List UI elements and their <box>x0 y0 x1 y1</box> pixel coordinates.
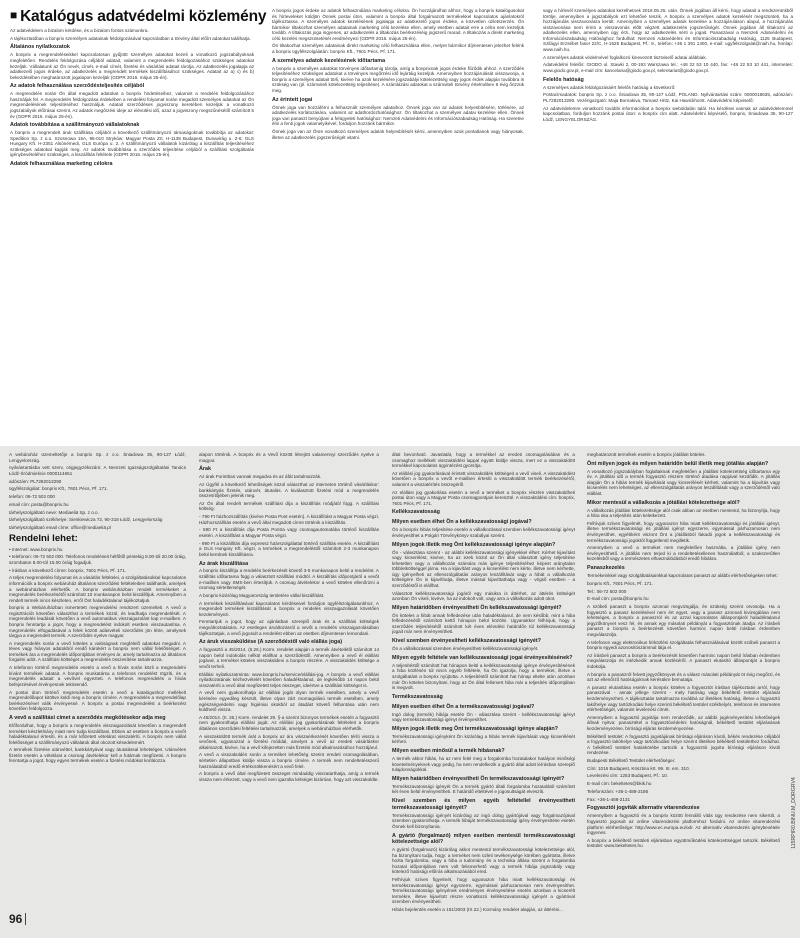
privacy-notice-title-text: Katalógus adatvédelmi közlemény <box>20 8 267 25</box>
paragraph: A bonprix a személyes adatokat törvényes időtartamig tárolja, amíg a bonprixnak jogos érdeke fűződik ahhoz. A szerződés teljesítéséhez szükséges adatokat a törvényes megőrzési idő lejártáig kezeljük. Amennyiben hozzájárulását visszavonja, a bonprix a személyes adatait törli, kivéve ha azok kezelésére jogszabályi kötelezettség vagy jogos érdek alapján továbbra is szükség van (pl. számviteli kötelezettség teljesítése). A számlázási adatokat a számviteli törvény értelmében 8 évig őrizzük meg. <box>272 65 524 93</box>
paragraph: Telefonszám: +36-1-488-2186 <box>587 788 649 794</box>
paragraph: A bonprix a megrendeléseikkel kapcsolatosan gyűjtött személyes adatokat kezeli a vonatkozó jogszabályoknak megfelelően. Rendelés feldolgozása céljából adatait, valamint a megrendelés feldolgozásához szükséges adatokat kezeljük. Vállalatunk az Ön nevét, címét, e-mail címét, fizetési és vásárlási adatait tárolja. Az adatkezelés jogalapja az adatkezelő jogos érdeke, az adatkezelés a megrendelt termékek kiszállításához szükséges. Adatait az a) c) és b) bekezdésében meghatározott jogalapon kezeljük (GDPR 2016. május 25-én). <box>10 52 254 80</box>
paragraph: A bonprix kizárólag Magyarország területére vállal kiszállítást. <box>199 592 325 598</box>
paragraph: • Internet: www.bonprix.hu <box>9 546 63 552</box>
paragraph: E-mail cím: bekeltetes@bkik.hu <box>587 781 652 787</box>
paragraph: Az elállási jog gyakorlása esetén a vevő a terméket a bonprix részére visszaküldheti postai úton vagy a Magyar Posta csomagpontjain keresztül. A visszaküldési cím: bonprix, 7601 Pécs, Pf. 171. <box>392 489 575 506</box>
section-heading: Milyen határidőben érvényesítheti Ön kellékszavatossági igényét? <box>392 604 562 611</box>
paragraph: Ön tiltakozhat személyes adatainak direkt marketing célú felhasználása ellen, melyet bármikor díjmentesen jelezhet felénk a bonprix ügyfélszolgálatán: bonprix Kft., 7601 Pécs, Pf. 171. <box>272 43 524 55</box>
paragraph: A postai úton történő megrendelés esetén a vevő a katalógushoz mellékelt megrendelőlapot kitöltve küldi meg a bonprix címére. A megrendelés a megrendelőlap beérkezésével válik érvényessé. A bonprix a postai megrendelést a beérkezést követően feldolgozza. <box>9 689 186 712</box>
paragraph: Előfordulhat, hogy a bonprix a megrendelés visszaigazolását követően a megrendelt terméket készlethiány miatt nem tudja kiszállítani. Ebben az esetben a bonprix a vevőt haladéktalanul értesíti, és a már kifizetett vételárat visszatéríti. A bonprix nem vállal felelősséget a szállítmányozó vállalatok által okozott késedelemért. <box>9 722 186 745</box>
paragraph: • írásban a következő címre: bonprix, 7601 Pécs, Pf. 171. <box>9 567 127 573</box>
paragraph: A vevő a visszaküldés során a terméket lehetőség szerint eredeti csomagolásában, sértetlen állapotban küldje vissza a bonprix címére. A termék nem rendeltetésszerű használatából eredő értékcsökkenésért a vevő felel. <box>199 752 379 769</box>
paragraph: - 990 Ft a kiszállítás díja expressz futárszolgálattal történő szállítás esetén. A kiszállítást a GLS Hungary Kft. végzi, a termékek a megrendeléstől számított 2-3 munkanapon belül kerülnek kiszállításra. <box>199 540 379 557</box>
paragraph: A személyes adatok feldolgozásáért felelős hatóság a következő: <box>543 84 676 90</box>
paragraph: A panasz elutasítása esetén a bonprix köteles a fogyasztót írásban tájékoztatni arról, hogy panaszával - annak jellege szerint - mely hatóság vagy békéltető testület eljárását kezdeményezheti. A tájékoztatás tartalmazza továbbá az illetékes hatóság, illetve a fogyasztó lakóhelye vagy tartózkodási helye szerinti békéltető testület székhelyét, telefonos és internetes elérhetőségét, valamint levelezési címét. <box>587 684 780 713</box>
paragraph: Amennyiben a fogyasztó jogvitája nem rendeződik, az alábbi jogérvényesítési lehetőségek állnak nyitva: panasztétel a fogyasztóvédelmi hatóságnál, békéltető testület eljárásának kezdeményezése, bírósági eljárás kezdeményezése. <box>587 714 780 731</box>
paragraph: Ön a bonprix hibás teljesítése esetén a vállalkozással szemben kellékszavatossági igényt érvényesíthet a Polgári Törvénykönyv szabályai szerint. <box>392 527 575 538</box>
paragraph: Önnek joga van az Önre vonatkozó személyes adatok helyesbítését kérni, amennyiben azok pontatlanok vagy hiányosak, illetve az adatkezelés jogszerűségét vitatni. <box>272 129 524 140</box>
paragraph: A szóbeli panaszt a bonprix azonnal megvizsgálja, és szükség szerint orvosolja. Ha a fogyasztó a panasz kezelésével nem ért egyet, vagy a panasz azonnali kivizsgálása nem lehetséges, a bonprix a panaszról és az azzal kapcsolatos álláspontjáról haladéktalanul jegyzőkönyvet vesz fel, és annak egy másolati példányát a fogyasztónak átadja. Az írásbeli panaszt a bonprix a beérkezését követően harminc napon belül írásban érdemben megválaszolja. <box>587 604 780 637</box>
privacy-notice-title <box>10 6 266 26</box>
paragraph: Elállási nyilatkozatminta: www.bonprix.hu/service/elállási-jog. A bonprix a vevő elállási nyilatkozatának kézhezvételét követően haladéktalanul, de legkésőbb 14 napon belül visszatéríti a vevő által megfizetett teljes összeget, ideértve a szállítási költséget is. <box>199 671 379 688</box>
paragraph: Tel.: 06-72 502 000 <box>587 588 627 594</box>
section-heading: Adatok felhasználása marketing célokra <box>10 161 113 168</box>
paragraph: A 45/2014. (II. 26.) Korm. rendelet 29. §-a szerint bizonyos termékek esetén a fogyasztó nem gyakorolhatja elállási jogát. Az elállási jog gyakorlásának feltételeit a bonprix általános szerződési feltételei tartalmazzák, amelyek a webáruházban elérhetők. <box>199 714 379 731</box>
paragraph: A visszaküldött termék árát a bonprix az áru visszaérkezését követően téríti vissza a vevőnek, ugyanazzal a fizetési móddal, amelyet a vevő az eredeti vásárláskor alkalmazott, kivéve, ha a vevő kifejezetten más fizetési mód alkalmazásához hozzájárul. <box>199 733 379 750</box>
paragraph: bonprix a Webáruházban ismertetett megrendelési rendszert üzemelteti. A vevő a regisztrációt követően választhat a termékek közül, és leadhatja megrendelését. A megrendelés leadását követően a vevő automatikus visszaigazolást kap e-mailben. A bonprix fenntartja a jogot, hogy a megrendelést indokolt esetben visszautasítsa. A megrendelés elfogadásával a felek között adásvételi szerződés jön létre, amelynek tárgya a megrendelt termék. A szerződés nyelve magyar. <box>9 605 186 639</box>
paragraph: Az adatvédelem a bizalom kérdése, és a bizalom fontos számunkra. <box>10 28 149 33</box>
paragraph: Termékeinkkel vagy szolgáltatásainkkal kapcsolatos panaszt az alábbi elérhetőségeken tehet: <box>587 573 778 579</box>
section-heading: Kivel szemben érvényesítheti kellékszavatossági igényét? <box>392 638 541 645</box>
paragraph: A bonprix a békéltető testületi eljárásban együttműködési kötelezettséggel tartozik. Békéltető testület: www.bekeltetes.hu <box>587 837 780 849</box>
paragraph: Felhívjuk szíves figyelmét, hogy ugyanazon hiba miatt kellékszavatossági és termékszavatossági igényt egyszerre, egymással párhuzamosan nem érvényesíthet. Termékszavatossági igényének eredményes érvényesítése esetén azonban a kicserélt termékre, illetve kijavított részre vonatkozó kellékszavatossági igényét a gyártóval szemben érvényesítheti. <box>392 877 575 905</box>
paragraph: Levelezési cím: 1253 Budapest, Pf.: 10. <box>587 773 668 779</box>
paragraph: Budapesti Békéltető Testület elérhetőségei: <box>587 758 676 764</box>
side-reference-code-text: 115RPIR0.BINU.M_DORGRV4 <box>791 777 797 849</box>
title-bullet-icon: ■ <box>10 8 18 22</box>
paragraph: A vonatkozó jogszabályban foglaltaknak megfelelően a jótállási kötelezettség időtartama egy év. A jótállási idő a termék fogyasztó részére történő átadása napjával kezdődik. A jótállás alapján Ön a hibás termék kijavítását vagy kicserélését kérheti, valamint ha a kijavítás vagy kicserélés nem lehetséges, az ellenszolgáltatás arányos leszállítását vagy a szerződéstől való elállást. <box>587 468 780 496</box>
paragraph: A telefonon vagy elektronikus hírközlési szolgáltatás felhasználásával közölt szóbeli panaszt a bonprix egyedi azonosítószámmal látja el. <box>587 639 780 651</box>
section-heading: Fogyasztói jogviták alternatív vitarendezése <box>587 805 700 812</box>
paragraph: Ingó dolog (termék) hibája esetén Ön - választása szerint - kellékszavatossági igényt vagy termékszavatossági igényt érvényesíthet. <box>392 711 575 723</box>
section-heading: A vevő a szállítási címet a szerződés megkötésekor adja meg <box>9 714 166 721</box>
paragraph: Termékszavatossági igényét kizárólag az ingó dolog gyártójával vagy forgalmazójával szemben gyakorolhatja. A termék hibáját termékszavatossági igény érvényesítése esetén Önnek kell bizonyítania. <box>392 812 575 829</box>
section-heading: Milyen jogok illetik meg Önt termékszavatossági igénye alapján? <box>392 725 558 732</box>
section-heading: Az adatok felhasználása szerződésteljesítés céljából <box>10 83 145 90</box>
paragraph: Termékszavatossági igényként Ön kizárólag a hibás termék kijavítását vagy kicserélését kérheti. <box>392 733 575 745</box>
paragraph: vagy a hírlevél személyes adatokat kezelhetnek 2018.05.25. után. Önnek jogában áll kérni, hogy adatait a rendszerünkből törölje, amennyiben a jogszabályok ezt lehetővé teszik. A bonprix a személyes adatok kezelését megszünteti, ha a hozzájárulás visszavonásra került. Amennyiben a személyes adatok kezelése a hozzájáruláson alapul, a hozzájárulás visszavonása nem érinti a visszavonás előtt végzett adatkezelés jogszerűségét. Önnek jogában áll tiltakozni az adatkezelés ellen, amennyiben úgy érzi, hogy az adatkezelés sérti a jogait. Panaszával a Nemzeti Adatvédelmi és Információszabadság Hatósághoz fordulhat: Nemzeti Adatvédelmi és Információszabadság Hatóság, 1125 Budapest, Szilágyi Erzsébet fasor 22/C, H-1525 Budapest, Pf.: 9., telefon: +36 1 391 1400, e-mail: ugyfelszolgalat@naih.hu, honlap: www.naih.hu. <box>543 8 793 52</box>
paragraph: E-mail cím: posta@bonprix.hu <box>587 596 649 602</box>
paragraph: A telefonon történő megrendelés esetén a vevő a hívás során közli a megrendelni kívánt termékek adatait. A bonprix munkatársa a telefonos rendelést rögzíti, és a megrendelés adatait a vevővel egyezteti. A telefonos megrendelés a hívás befejezésével érvényesnek tekintendő. <box>9 665 186 687</box>
section-heading: Termékszavatosság <box>392 693 443 700</box>
section-heading: Panaszkezelés <box>587 565 625 572</box>
terms-column-1 <box>9 452 186 908</box>
paragraph: A fogyasztó a 45/2014. (II.26.) Korm. rendelet alapján a termék átvételétől számított 14 napon belül indokolás nélkül elállhat a szerződéstől. Amennyiben a vevő él elállási jogával, a terméket köteles visszaküldeni a bonprix részére. A visszaküldés költsége a vevőt terheli. <box>199 647 379 669</box>
paragraph: által bevonható. Javaslatát, hogy a termékkel az eredeti csomagolásában és a csomaghoz mellékelt visszaküldési lappal együtt küldje vissza, mert ez a visszaküldött termékkel kapcsolatos ügyintézést gyorsítja. <box>392 452 575 469</box>
section-heading: Az árak kiszállítása <box>199 560 249 567</box>
paragraph: tárhelyszolgáltató székhelye: Sienkiewicza 72, 90-318 Łódź, Lengyelország <box>9 517 163 523</box>
paragraph: A gyártó (forgalmazó) kizárólag akkor mentesül termékszavatossági kötelezettsége alól, ha bizonyítani tudja, hogy: a terméket nem üzleti tevékenysége körében gyártotta, illetve hozta forgalomba, vagy a hiba a tudomány és a technika állása szerint a forgalomba hozatal időpontjában nem volt felismerhető vagy a termék hibája jogszabály vagy kötelező hatósági előírás alkalmazásából ered. <box>392 847 575 875</box>
section-heading: Kellékszavatosság <box>392 509 440 516</box>
paragraph: A webáruház üzemeltetője a bonprix Sp. z o.o. Śniadowa 35, 90-127 Łódź, Lengyelország. <box>9 452 186 463</box>
paragraph: - 790 Ft házhozszállítás (kivéve Posta Pont esetén). A kiszállítást a Magyar Posta végzi. Házhozszállítás esetén a vevő által megadott címre történik a kiszállítás. <box>199 514 379 525</box>
terms-column-4 <box>587 452 780 932</box>
section-heading: Milyen határidőben érvényesítheti Ön termékszavatossági igényét? <box>392 775 565 782</box>
paragraph: email cím: posta@bonprix.hu <box>9 501 69 507</box>
section-heading: Mikor mentesül a vállalkozás a jótállási kötelezettsége alól? <box>587 499 740 506</box>
paragraph: nyilvántartásba vett szerv, cégjegyzékszám: A Nemzeti Igazságszolgáltatási Tanács Łódź-Śródmieście 0000114651 <box>9 465 186 476</box>
paragraph: Az Ön által rendelt termékek szállítási díja a kiszállítás módjától függ. A szállítási költség: <box>199 500 379 512</box>
paragraph: A bonprix a vevő által megfizetett összeget mindaddig visszatarthatja, amíg a termék vissza nem érkezett, vagy a vevő nem igazolta kétséget kizáróan, hogy azt visszaküldte. <box>199 771 379 782</box>
terms-section <box>0 446 800 938</box>
paragraph: Cím: 1016 Budapest, Krisztina krt. 99. III. em. 310. <box>587 765 690 771</box>
paragraph: Adatvédelmi felelős: GIODO ul. Stawki 2, 00-193 Warszawa tel.: +48 22 53 10 440, fax: +48 22 53 10 441, internetes: www.giodo.gov.pl, e-mail cím: kancelaria@giodo.gov.pl, sekretariat@giodo.gov.pl. <box>543 62 793 73</box>
paragraph: Postacímadatok: bonprix Sp. z o.o. Śniadowa 35, 90-127 Łódź, POLAND. Nyilvántartási szám: 0000018635, adószám: PL7282013290. Vezérigazgató: Maja Bornakiva, Tamasz Hritz, Kai Hawickhorst. Adatvédelmi képviselő: <box>543 92 793 103</box>
paragraph: Az Ügyfél a következő lehetőségek közül választhat az interneten történő vásárláskor: bankkártyás fizetés, utánvét, átutalás. A kiválasztott fizetési mód a megrendelés összesítőjében jelenik meg. <box>199 482 379 499</box>
paragraph: Választott kellékszavatossági jogáról egy másikra is áttérhet, az áttérés költségét azonban Ön viseli, kivéve, ha az indokolt volt, vagy arra a vállalkozás adott okot. <box>392 590 575 602</box>
page-number <box>9 912 26 926</box>
section-heading: Milyen esetben élhet Ön a termékszavatossági jogával? <box>392 703 535 710</box>
paragraph: alapon történik. A bonprix és a Vevő között létrejött valamennyi szerződés nyelve a magyar. <box>199 452 379 463</box>
paragraph: tárhelyszolgáltató neve: Mediaeliä Sp. z o.o. <box>9 509 99 515</box>
paragraph: A vállalkozás jótállási kötelezettsége alól csak abban az esetben mentesül, ha bizonyítja, hogy a hiba oka a teljesítés után keletkezett. <box>587 507 780 519</box>
paragraph: Az elállási jog gyakorlásával érintett visszaküldés költségeit a vevő viseli. A visszaküldést követően a bonprix a vevőt e-mailben értesíti a visszaküldött termék beérkezéséről, valamint a visszatérítés összegéről. <box>392 470 575 487</box>
section-heading: Milyen esetben minősül a termék hibásnak? <box>392 748 505 755</box>
privacy-column-3 <box>543 8 793 438</box>
paragraph: A megrendelés során Ön által megadott adatokat a bonprix hirdetéseihez, valamint a rendelés feldolgozásához használjuk fel. A megrendelés feldolgozása érdekében a rendelési folyamat során megadott személyes adatokat az Ön megrendelésének teljesítéséhez használjuk. Adatait szerződéses jogviszony keretében kezeljük a vonatkozó jogszabályok előírásai szerint. Az adatok megőrzési ideje az elévülési idő, azaz a jogviszony megszűnésétől számított 5 év (GDPR 2016. május 25-én). <box>10 91 254 119</box>
section-heading: Általános nyilatkozatok <box>10 44 70 51</box>
terms-column-3 <box>392 452 575 932</box>
paragraph: Amennyiben a vevő a terméket nem megfelelően használta, a jótállási igény nem érvényesíthető. A jótállás nem terjed ki a rendeltetésellenes használatból, a szakszerűtlen kezelésből vagy a természetes elhasználódásból eredő hibákra. <box>587 545 780 562</box>
paragraph: A megrendelés során a vevő köteles a valóságnak megfelelő adatokat megadni. A téves vagy hiányos adatokból eredő károkért a bonprix nem vállal felelősséget. A termékek ára a megrendelés időpontjában érvényes ár, amely tartalmazza az általános forgalmi adót. A szállítási költséget a megrendelés összesítése tartalmazza. <box>9 640 186 663</box>
paragraph: A bonprix a panaszról felvett jegyzőkönyvet és a válasz másolati példányát öt évig megőrzi, és azt az ellenőrző hatóságoknak kérésükre bemutatja. <box>587 671 780 683</box>
section-heading: Milyen jogok illetik meg Önt kellékszavatossági igénye alapján? <box>392 541 556 548</box>
section-heading: Az áruk visszaküldése (A szerződéstől való elállás joga) <box>199 639 343 646</box>
paragraph: tárhelyszolgáltató email címe: office@mediaeliä.pl <box>9 524 111 530</box>
paragraph: A teljes megrendelési folyamat és a vásárlás feltételei, a szolgáltatásokkal kapcsolatos információk a bonprix webáruház általános szerződési feltételeiben találhatók, amelyek a webáruházban elérhetők. A bonprix webáruházban rendelt termékeket a megrendelés beérkezésétől számított 10 munkanapon belül kiszállítjuk. Amennyiben a rendelt termék nincs készleten, erről Önt haladéktalanul tájékoztatjuk. <box>9 575 186 603</box>
section-heading: Önt milyen jogok és milyen határidőn belül illetik meg jótállás alapján? <box>587 460 769 467</box>
paragraph: A termék akkor hibás, ha az nem felel meg a forgalomba hozatalakor hatályos minőségi követelményeknek vagy pedig, ha nem rendelkezik a gyártó által adott leírásban szereplő tulajdonságokkal. <box>392 756 575 773</box>
paragraph: Hibás bejelentés esetén a 151/2003 (IX.22.) Kormány rendelet alapján, az áttérési... <box>392 907 563 913</box>
paragraph: A személyes adatok védelmével foglalkozó kinevezett tisztviselő adatai alábbiak. <box>543 54 707 60</box>
paragraph: Termékszavatossági igényét Ön a termék gyártó általi forgalomba hozatalától számított két éven belül érvényesítheti. E határidő elteltével e jogosultságát elveszíti. <box>392 783 575 795</box>
paragraph: Fax: +36-1-488-2131 <box>587 796 631 802</box>
section-heading: Felelős hatóság <box>543 76 584 83</box>
paragraph: A termékek fizetése utánvéttel, bankkártyával vagy átutalással lehetséges. Utánvétes fizetés esetén a vételárat a csomag átvételekor kell a futárnak megfizetni. A bonprix fenntartja a jogot, hogy egyes termékek esetén a fizetési módokat korlátozza. <box>9 747 186 764</box>
paragraph: ügyfélszolgálat: bonprix Kft., 7601 Pécs, Pf. 171. <box>9 486 108 492</box>
paragraph: meghatározott termékek esetén a bonprix jótállást köteles. <box>587 452 706 457</box>
page-number-text: 96 <box>9 912 23 926</box>
privacy-notice-section <box>0 0 800 442</box>
paragraph: A teljesítéstől számított hat hónapon belül a kellékszavatossági igénye érvényesítésének a hiba közlésén túl nincs egyéb feltétele, ha Ön igazolja, hogy a terméket, illetve a szolgáltatást a bonprix nyújtotta. A teljesítéstől számított hat hónap eltelte után azonban már Ön köteles bizonyítani, hogy az Ön által felismert hiba már a teljesítés időpontjában is megvolt. <box>392 662 575 691</box>
section-heading: Rendelni lehet: <box>9 532 78 544</box>
page-number-divider <box>25 913 26 925</box>
paragraph: adószám: PL7282013290 <box>9 478 62 484</box>
paragraph: Ön köteles a hibát annak felfedezése után haladéktalanul, de nem később, mint a hiba felfedezésétől számított kettő hónapon belül közölni. Ugyanakkor felhívjuk, hogy a szerződés teljesítésétől számított két éves elévülési határidőn túl kellékszavatossági jogait már nem érvényesítheti. <box>392 612 575 635</box>
paragraph: Önnek joga van hozzáférni a felhasznált személyes adataihoz. Önnek joga van az adatok helyesbítésére, törlésére, az adatkezelés korlátozására, valamint az adathordozhatósághoz. Ön tiltakozhat a személyes adatai kezelése ellen. Önnek joga van panaszt benyújtani a felügyeleti hatósághoz: Nemzeti Adatvédelmi és Információszabadság Hatóság. Ha szeretne élni a fenti jogok valamelyikével, forduljon hozzánk bármikor. <box>272 104 524 127</box>
paragraph: Az adatvédelemre vonatkozó további információkat a bonprix weboldalán talál. Ha kérdései vannak az adatvédelemmel kapcsolatban, forduljon hozzánk postai úton: a bonprix cím alatt. Adatvédelmi képviselő, bonprix, Śniadowa 35, 90-127 Łódź, LENGYELORSZÁG. <box>543 105 793 122</box>
paragraph: Amennyiben a fogyasztó és a bonprix között fennálló vitás ügy rendezése nem sikerült, a fogyasztó jogosult az online vitarendezési platformhoz fordulni. Az online vitarendezési platform elérhetősége: http://www.ec.europa.eu/odr. Az alternatív vitarendezés igénybevétele ingyenes. <box>587 813 780 836</box>
paragraph: bonprix Kft., 7601 Pécs, Pf. 171. <box>587 580 653 586</box>
section-heading: A személyes adatok kezelésének időtartama <box>272 57 386 64</box>
side-reference-code <box>789 700 799 930</box>
paragraph: Ön a vállalkozással szemben érvényesítheti kellékszavatossági igényét. <box>392 646 539 652</box>
section-heading: A gyártó (forgalmazó) milyen esetben mentesül termékszavatossági kötelezettsége alól? <box>392 832 575 846</box>
paragraph: Békéltető testület: A fogyasztó jogvitájának bírósági eljáráson kívüli, békés rendezése céljából a fogyasztó lakóhelye vagy tartózkodási helye szerint illetékes békéltető testülethez fordulhat. A békéltető testület hatáskörébe tartozik a fogyasztói jogvita bírósági eljáráson kívüli rendezése. <box>587 733 780 756</box>
terms-column-2 <box>199 452 379 932</box>
paragraph: - 590 Ft a kiszállítás díja Posta Pontra vagy csomagautomatába történő kiszállítás esetén. A kiszállítást a Magyar Posta végzi. <box>199 527 379 538</box>
paragraph: telefon: 06-72 502 000 <box>9 494 55 500</box>
section-heading: Árak <box>199 466 211 473</box>
section-heading: Milyen esetben élhet Ön a kellékszavatossági jogával? <box>392 519 532 526</box>
paragraph: A bonprix jogos érdeke az adatok felhasználása marketing célokra. Ön hozzájárulhat ahhoz, hogy a bonprix katalógusokat és hírleveleket küldjön Önnek postai úton, valamint a bonprix által forgalmazott termékekkel kapcsolatos ajánlatokról tájékoztassa. A személyes adatok kezelésének jogalapja az adatkezelő jogos érdeke, a közvetlen üzletszerzés. Ön bármikor tiltakozhat személyes adatainak marketing célú kezelése ellen, amely esetben adatait erre a célra nem kezeljük tovább. A tiltakozás joga ingyenes, az adatkezelés a tiltakozás beérkezéséig jogszerű marad. A tiltakozás a direkt marketing célú kezelés megszüntetését eredményezi (GDPR 2016. május 25-én). <box>272 8 524 41</box>
paragraph: Fenntartjuk a jogot, hogy az ajánlatban szereplő árak és a szállítási költségek megváltoztatására. Az esetleges árváltozásról a vevőt a rendelés visszaigazolásában tájékoztatjuk, a vevő jogosult a rendelést ebben az esetben díjmentesen lemondani. <box>199 619 379 636</box>
paragraph: A bonprix kiszállítja a rendelés beérkezését követő 3-5 munkanapon belül a rendelést. A szállítás időtartama függ a választott szállítási módtól. A kiszállítás időpontjáról a vevőt e-mailben vagy SMS-ben értesítjük. A csomag átvételekor a vevő köteles ellenőrizni a csomag sértetlenségét. <box>199 568 379 591</box>
section-heading: Az érintett jogai <box>272 96 313 103</box>
section-heading: Kivel szemben és milyen egyéb feltétellel érvényesítheti termékszavatossági igényét? <box>392 798 575 811</box>
paragraph: Ön - választása szerint - az alábbi kellékszavatossági igényekkel élhet: Kérhet kijavítást vagy kicserélést, kivéve, ha az ezek közül az Ön által választott igény teljesítése lehetetlen vagy a vállalkozás számára más igénye teljesítéséhez képest aránytalan többletköltséggel járna. Ha a kijavítást vagy a kicserélést nem kérte, illetve nem kérhette, úgy igényelheti az ellenszolgáltatás arányos leszállítását vagy a hibát a vállalkozás költségére Ön is kijavíthatja, illetve mással kijavíttathatja vagy - végső esetben - a szerződéstől is elállhat. <box>392 549 575 588</box>
privacy-column-1 <box>10 28 254 438</box>
privacy-column-2 <box>272 8 524 438</box>
section-heading: Adatok továbbítása a szállítmányozó vállalatoknak <box>10 122 140 129</box>
paragraph: • telefonon: 06-72 502 000. Telefonos rendeléseit hétfőtől péntekig 8.00-tól 20.00 óráig, szombaton 8.00-tól 15.00 óráig fogadjuk. <box>9 554 186 565</box>
section-heading: Milyen egyéb feltétele van kellékszavatossági jogai érvényesítésének? <box>392 654 573 661</box>
paragraph: A bonprix a megrendelt áruk szállítása céljából a következő szállítmányozó társaságoknak továbbítja az adatokat: Spedition Sp. z o.o. Szosnowa 15A, 95-010 Stryków; Magyar Posta Zrt. H-1138 Budapest, Dunavirág u. 2-6; GLS Hungary Kft. H-2351 Alsónémedi, GLS Európa u. 2. A szállítmányozó vállalatok kizárólag a kiszállítás teljesítéséhez szükséges adatokat kapják meg. Az adatok továbbítása a szerződés teljesítése céljából a szállítási szolgáltatás igénybevételéhez szükséges, a kiszállítás feltétele (GDPR 2016. május 25-én). <box>10 130 254 158</box>
paragraph: A tájékoztatóban a bonprix személyes adatainak feldolgozásával kapcsolatban a törvény által előírt adatokat találhatja. <box>10 35 251 41</box>
paragraph: Az írásbeli panaszt a bonprix a beérkezését követően harminc napon belül írásban érdemben megválaszolja és intézkedik annak közléséről. A panaszt elutasító álláspontját a bonprix indokolja. <box>587 652 780 669</box>
paragraph: A vevő nem gyakorolhatja az elállási jogát olyan termék esetében, amely a vevő kérésére egyedileg készült, illetve olyan zárt csomagolású termék esetében, amely egészségvédelmi vagy higiéniai okokból az átadást követő felbontása után nem küldhető vissza. <box>199 690 379 713</box>
paragraph: A termékek kiszállításával kapcsolatos kérdéseivel forduljon ügyfélszolgálatunkhoz. A megrendelt termékek kiszállítását a bonprix a rendelés visszaigazolását követően kezdeményezi. <box>199 600 379 617</box>
paragraph: Felhívjuk szíves figyelmét, hogy ugyanazon hiba miatt kellékszavatossági és jótállási igényt, illetve termékszavatossági és jótállási igényt egyszerre, egymással párhuzamosan nem érvényesíthet, egyébként viszont Önt a jótállásból fakadó jogok a kellékszavatossági és termékszavatossági jogoktól függetlenül megilletik. <box>587 520 780 543</box>
paragraph: Az árak Forintban vannak megadva és az áfát tartalmazzák. <box>199 474 322 480</box>
